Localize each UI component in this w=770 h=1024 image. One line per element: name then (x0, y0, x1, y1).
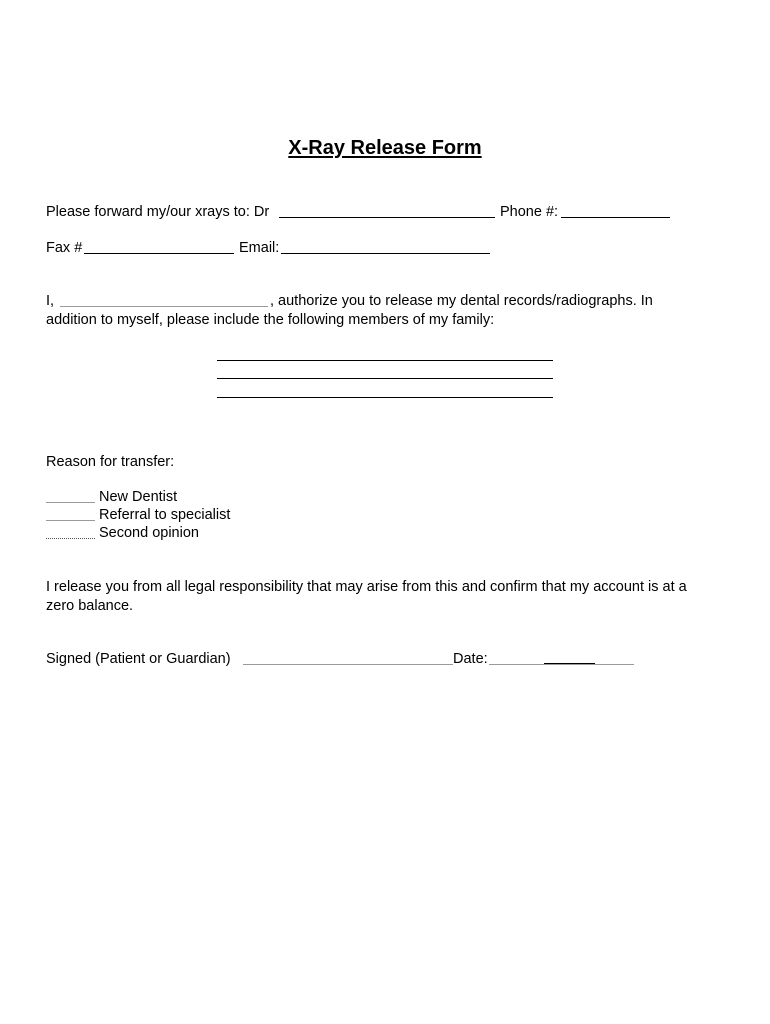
date-field-underline (544, 663, 595, 664)
date-label: Date: (453, 651, 488, 667)
fax-field[interactable] (84, 253, 234, 254)
signed-label: Signed (Patient or Guardian) (46, 651, 231, 667)
authorize-text: , authorize you to release my dental records/radiographs. In (270, 293, 653, 309)
reason-checkbox-second-opinion[interactable] (46, 538, 95, 539)
fax-label: Fax # (46, 240, 83, 256)
reason-referral: Referral to specialist (99, 507, 231, 523)
signature-field[interactable] (243, 664, 453, 665)
email-field[interactable] (281, 253, 490, 254)
family-member-field-1[interactable] (217, 360, 553, 361)
reason-checkbox-referral[interactable] (46, 520, 95, 521)
reason-new-dentist: New Dentist (99, 489, 178, 505)
reason-label: Reason for transfer: (46, 454, 175, 470)
patient-name-field[interactable] (60, 306, 268, 307)
family-member-field-3[interactable] (217, 397, 553, 398)
form-title: X-Ray Release Form (288, 137, 482, 159)
email-label: Email: (239, 240, 280, 256)
i-label: I, (46, 293, 55, 309)
doctor-name-field[interactable] (279, 217, 495, 218)
date-field[interactable] (489, 664, 634, 665)
release-text-line-1: I release you from all legal responsibility that may arise from this and confirm that my account is at a (46, 579, 687, 595)
release-text-line-2: zero balance. (46, 598, 134, 614)
phone-field[interactable] (561, 217, 670, 218)
family-member-field-2[interactable] (217, 378, 553, 379)
forward-label: Please forward my/our xrays to: Dr (46, 204, 270, 220)
phone-label: Phone #: (500, 204, 559, 220)
reason-checkbox-new-dentist[interactable] (46, 502, 95, 503)
family-text: addition to myself, please include the following members of my family: (46, 312, 495, 328)
reason-second-opinion: Second opinion (99, 525, 199, 541)
